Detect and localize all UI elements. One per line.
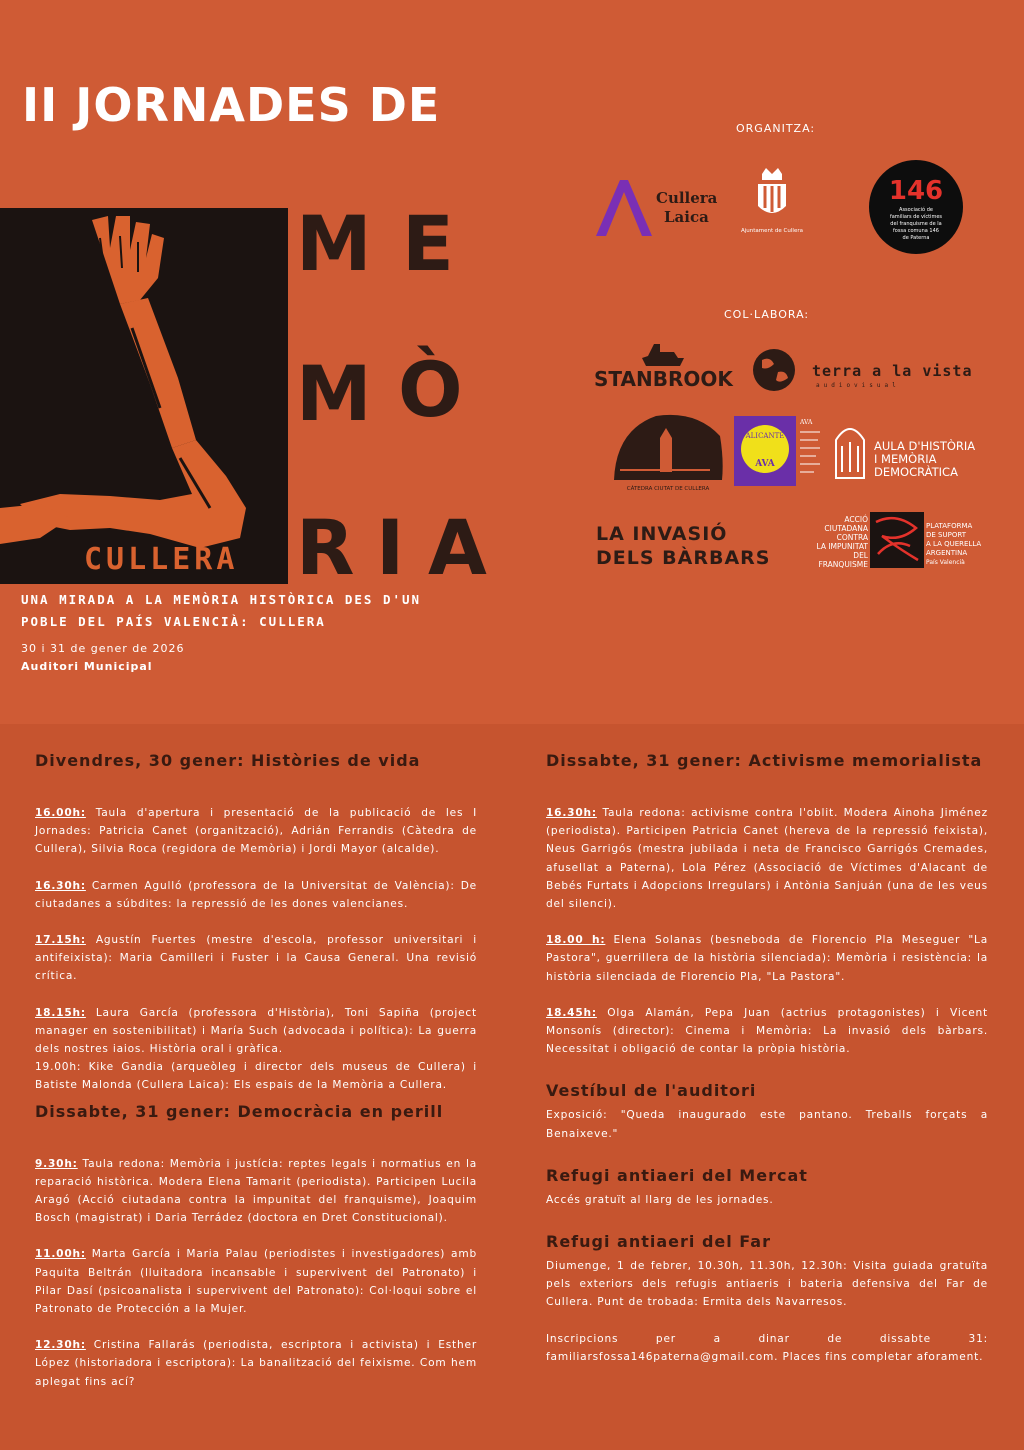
session-time: 18.45h: <box>546 1006 597 1019</box>
session-text: Taula redona: Memòria i justícia: reptes legals i normatius en la reparació històrica. Modera Elena Tamarit (periodista). Participen Lucila Aragó (Acció ciutadana contra la impunitat del franquisme), Joaquim Bosch (magistrat) i Daria Terrádez (doctora en Dret Constitucional). <box>35 1157 477 1225</box>
plat-line1: PLATAFORMA <box>926 522 973 530</box>
day2b-item <box>546 1004 988 1059</box>
poster-cullera-text: CULLERA <box>84 542 239 577</box>
ava-small-text: AVA <box>800 419 813 426</box>
day2-item <box>35 1155 477 1228</box>
poster-image <box>0 208 288 584</box>
day2-item <box>35 1336 477 1391</box>
vestibul-text: Exposició: "Queda inaugurado este pantano. Treballs forçats a Benaixeve." <box>546 1109 988 1140</box>
aula-line1: AULA D'HISTÒRIA <box>874 439 976 453</box>
session-time: 16.30h: <box>546 807 597 819</box>
ava-alicante-logo <box>734 416 824 486</box>
day2-item <box>35 1245 477 1318</box>
inscripcions-text: Inscripcions per a dinar de dissabte 31: familiarsfossa146paterna@gmail.com. Places fins completar aforament. <box>546 1332 988 1363</box>
plat-line3: A LA QUERELLA <box>926 540 982 548</box>
session-text: Elena Solanas (besneboda de Florencio Pla Meseguer "La Pastora", guerrillera de la història silenciada): Memòria i resistència: la història silenciada de Florencio Pla, "La Pastora". <box>546 934 988 983</box>
session-time: 9.30h: <box>35 1157 78 1170</box>
stanbrook-logo <box>594 338 742 390</box>
cullera-laica-logo <box>594 172 718 242</box>
terra-a-la-vista-logo <box>750 348 974 392</box>
assoc-text-1: Associació de <box>899 207 933 213</box>
day2b-heading: Dissabte, 31 gener: Activisme memorialista <box>546 751 983 770</box>
accio-line5: DEL <box>853 551 868 560</box>
session-time: 18.00 h: <box>546 934 606 947</box>
big-letter-m2: M <box>296 349 372 438</box>
far-heading: Refugi antiaeri del Far <box>546 1232 771 1252</box>
plat-line4: ARGENTINA <box>926 549 968 557</box>
session-text: Carmen Agulló (professora de la Universitat de València): De ciutadanes a súbdites: la repressió de les dones valencianes. <box>35 879 477 910</box>
session-text: Taula d'apertura i presentació de la publicació de les I Jornades: Patricia Canet (organització), Adrián Ferrandis (Càtedra de Cullera), Silvia Roca (regidora de Memòria) i Jordi Mayor (alcalde). <box>35 807 477 856</box>
event-subtitle: UNA MIRADA A LA MEMÒRIA HISTÒRICA DES D'UN POBLE DEL PAÍS VALENCIÀ: CULLERA <box>21 592 422 629</box>
plat-line2: DE SUPORT <box>926 531 966 539</box>
aula-line3: DEMOCRÀTICA <box>874 465 958 479</box>
mercat-heading: Refugi antiaeri del Mercat <box>546 1165 808 1185</box>
assoc-text-4: fossa comuna 146 <box>893 228 939 234</box>
catedra-cullera-logo <box>610 410 726 494</box>
ajuntament-text: Ajuntament de Cullera <box>741 228 803 234</box>
day2-heading: Dissabte, 31 gener: Democràcia en perill <box>35 1101 444 1121</box>
big-letter-r: R <box>296 503 355 592</box>
assoc-text-2: familiars de víctimes <box>889 214 943 220</box>
event-date: 30 i 31 de gener de 2026 <box>21 642 185 655</box>
big-letter-o-accent: Ò <box>398 345 463 434</box>
program-left-column <box>35 750 477 1409</box>
session-text: Agustín Fuertes (mestre d'escola, professor universitari i antifeixista): Maria Camilleri i Fuster i la Causa General. Una revisió crítica. <box>35 934 477 983</box>
terra-text: terra a la vista <box>812 362 973 380</box>
collaborators-label: COL·LABORA: <box>724 308 810 321</box>
session-time: 12.30h: <box>35 1339 86 1352</box>
page-title: II JORNADES DE <box>22 78 441 132</box>
aula-historia-logo <box>832 416 982 482</box>
aula-line2: I MEMÒRIA <box>874 452 937 466</box>
ava-text: AVA <box>755 459 775 469</box>
big-letter-i: I <box>376 503 405 592</box>
stanbrook-text: STANBROOK <box>594 367 733 390</box>
far-text: Diumenge, 1 de febrer, 10.30h, 11.30h, 12.30h: Visita guiada gratuïta pels exteriors dels refugis antiaeris i bateria defensiva del Far de Cullera. Punt de trobada: Ermita dels Navarresos. <box>546 1260 988 1309</box>
accio-line2: CIUTADANA <box>824 524 868 533</box>
session-time: 18.15h: <box>35 1006 86 1019</box>
session-time: 17.15h: <box>35 934 86 947</box>
assoc-text-3: del franquisme de la <box>890 221 942 227</box>
catedra-text: CÀTEDRA CIUTAT DE CULLERA <box>626 486 710 492</box>
day1-heading: Divendres, 30 gener: Històries de vida <box>35 751 421 770</box>
day1-item <box>35 931 477 986</box>
plat-line5: País Valencià <box>926 559 965 566</box>
session-time: 16.30h: <box>35 879 86 892</box>
big-letter-e: E <box>402 199 454 288</box>
session-text: Laura García (professora d'Història), Toni Sapiña (project manager en sostenibilitat) i María Such (advocada i política): La guerra dels nostres iaios. Història oral i gràfica. <box>35 1006 477 1056</box>
session-text: Taula redona: activisme contra l'oblit. Modera Ainoha Jiménez (periodista). Participen Patricia Canet (hereva de la repressió feixista), Neus Garrigós (mestra jubilada i neta de Francisco Garrigós Cremades, afusellat a Paterna), Lola Pérez (Associació de Víctimes d'Alacant de Bebés Furtats i Adopcions Irregulars) i Antònia Sanjuán (una de les veus del silenci). <box>546 807 988 911</box>
assoc-text-5: de Paterna <box>902 235 930 241</box>
day1-extra-item: 19.00h: Kike Gandia (arqueòleg i director dels museus de Cullera) i Batiste Malonda (Cullera Laica): Els espais de la Memòria a Cullera. <box>35 1061 477 1092</box>
vestibul-heading: Vestíbul de l'auditori <box>546 1081 757 1101</box>
session-text: Cristina Fallarás (periodista, escriptora i activista) i Esther López (historiadora i escriptora): La banalització del feixisme. Com hem aplegat fins ací? <box>35 1339 477 1388</box>
big-letter-m1: M <box>296 199 372 288</box>
session-time: 16.00h: <box>35 807 86 819</box>
organizers-label: ORGANITZA: <box>736 122 816 135</box>
program-right-column <box>546 750 988 1384</box>
invasio-line2: DELS BÀRBARS <box>596 547 771 568</box>
raised-fist-illustration <box>0 208 288 584</box>
day1-item <box>35 877 477 913</box>
day1-item <box>35 804 477 859</box>
day2b-item <box>546 804 988 913</box>
alicante-text: ALICANTE <box>745 432 785 440</box>
day1-item <box>35 1004 477 1059</box>
cullera-laica-line2: Laica <box>664 208 709 226</box>
invasio-barbars-logo <box>594 520 794 568</box>
accio-line3: CONTRA <box>836 533 868 542</box>
accio-line4: LA IMPUNITAT <box>816 542 868 551</box>
assoc-146-logo <box>868 159 964 255</box>
session-text: Marta García i Maria Palau (periodistes i investigadores) amb Paquita Beltrán (lluitadora incansable i supervivent del Patronato) i Pilar Dasí (psicoanalista i supervivent del Patronato): Col·loqui sobre el Patronato de Protección a la Mujer. <box>35 1248 477 1316</box>
accio-ciutadana-logo <box>806 508 986 576</box>
day2b-item <box>546 931 988 986</box>
accio-line1: ACCIÓ <box>844 515 868 524</box>
assoc-number: 146 <box>888 176 944 206</box>
accio-line6: FRANQUISME <box>818 560 868 569</box>
session-time: 11.00h: <box>35 1248 86 1261</box>
big-letter-a: A <box>428 503 487 592</box>
session-text: Olga Alamán, Pepa Juan (actrius protagonistes) i Vicent Monsonís (director): Cinema i Memòria: La invasió dels bàrbars. Necessitat i obligació de contar la pròpia història. <box>546 1006 988 1056</box>
invasio-line1: LA INVASIÓ <box>596 523 728 545</box>
mercat-text: Accés gratuït al llarg de les jornades. <box>546 1193 774 1206</box>
ajuntament-cullera-logo <box>734 166 810 238</box>
cullera-laica-line1: Cullera <box>656 189 718 207</box>
event-venue: Auditori Municipal <box>21 660 153 673</box>
terra-sub-text: audiovisual <box>816 382 900 389</box>
